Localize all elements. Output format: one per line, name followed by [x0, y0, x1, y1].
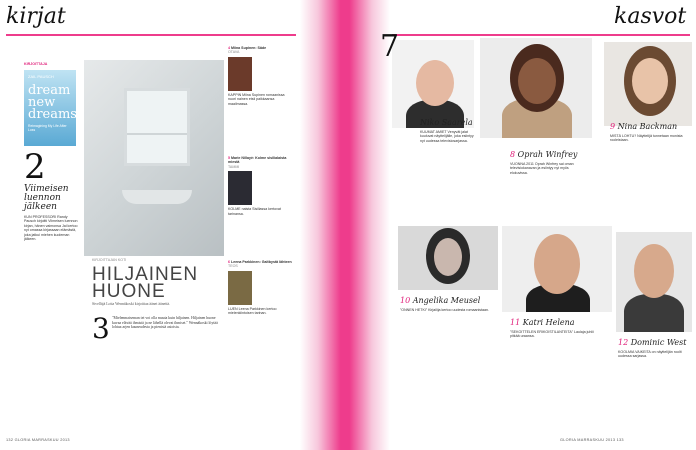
person-9-number: 9: [610, 122, 616, 131]
cover-title: dream new dreams: [28, 83, 77, 122]
feature-body-2: Wennäkoski löytää lohtua arjen kauneudesta ja pienistä asioista.: [112, 320, 218, 330]
person-8-body: VUONNA 2011 Oprah Winfrey sai oman televisiokanavan ja esiintyy nyt myös elokuvissa.: [510, 162, 574, 175]
portrait-oprah-winfrey: [480, 38, 592, 138]
cover-subtitle: Reimagining My Life After Loss: [28, 124, 67, 132]
book-4-cover: [228, 57, 252, 91]
portrait-katri-helena: [502, 226, 612, 312]
person-12-number: 12: [618, 338, 629, 347]
left-footer: 132 GLORIA MARRASKUU 2013: [6, 438, 70, 442]
portrait-nina-backman: [604, 42, 692, 126]
book-6-number: 6: [228, 260, 230, 264]
book2-body: KUN PROFESSORI Randy Pausch kirjoitti Viimeisen luennon kirjan, hänen vaimonsa Jai kertoo nyt omassa kirjassaan elämästä, joka jatkui miehen kuoleman jälkeen.: [24, 215, 78, 242]
section-word-kirjat: kirjat: [6, 4, 66, 29]
person-12-label: Dominic West: [630, 338, 687, 347]
person-11-name: [510, 318, 575, 327]
person-11-number: 11: [510, 318, 521, 327]
person-7-body: KUUMAT AMIET Venyvät jalat kuuluvat näyttelijälle, joka esiintyy nyt uudessa televisiosarjassa.: [420, 130, 474, 143]
book-6-title: Leena Parkkinen: Galtbystä lähteen: [231, 260, 292, 264]
book-5: [228, 156, 292, 253]
feature-standfirst: Sivelläjä Lotta Wennäkoski kirjoittaa äänet äänettä.: [92, 302, 171, 306]
person-10-name: [400, 296, 480, 305]
pink-gutter: [300, 0, 390, 450]
book-4-body: KAPPIN Miina Supinen romaanissa nuori nainen etsii paikkaansa maailmassa.: [228, 92, 285, 106]
book-4: [228, 46, 292, 149]
person-8-number: 8: [510, 150, 516, 159]
section-word-kasvot: kasvot: [614, 4, 687, 29]
right-footer: GLORIA MARRASKUU 2013 133: [560, 438, 624, 442]
book-6: [228, 260, 292, 417]
portrait-dominic-west: [616, 232, 692, 332]
book-4-title: Miina Supinen: Säde: [231, 46, 267, 50]
person-8-name: [510, 150, 577, 159]
person-10-number: 10: [400, 296, 411, 305]
book-4-publisher: OTAVA: [228, 50, 240, 55]
person-9-body: MISTÄ LOHTU? Näyttelijä tunnetaan monista rooleistaan.: [610, 134, 683, 143]
feature-title-line1: HILJAINEN: [92, 264, 199, 285]
book-4-number: 4: [228, 46, 230, 50]
book-5-title: Marie Nillayè: Kolme sisilialaista miestä: [228, 156, 287, 165]
person-12-name: [618, 338, 686, 347]
book-cover-dream: [24, 70, 76, 146]
person-7-number: 7: [380, 29, 400, 64]
person-12-body: KOOLMIA VAIKEITA on näyttelijän roolit uudessa sarjassa.: [618, 350, 682, 359]
book-5-number: 5: [228, 156, 230, 160]
person-9-name: [610, 122, 677, 131]
person-11-label: Katri Helena: [522, 318, 575, 327]
feature-title-line2: HUONE: [92, 281, 166, 302]
book-5-cover: [228, 171, 252, 205]
sink: [122, 190, 192, 204]
left-pink-rule: [6, 34, 296, 36]
book-5-publisher: TAMMI: [228, 164, 240, 169]
book-6-publisher: TEOS: [228, 264, 238, 269]
person-10-body: "ONNEN HETKI" Kirjailija kertoo uudesta romaanistaan.: [400, 308, 490, 312]
window: [124, 88, 190, 166]
photo-label: KIRJOITTAJAN KOTI: [92, 258, 127, 262]
book2-heading: Viimeisen luennon jälkeen: [24, 184, 69, 212]
book-number-2: 2: [24, 147, 46, 187]
book-6-body: LUEN Leena Parkkinen kertoo mielenkiintoisen tarinan.: [228, 306, 277, 316]
right-pink-rule: [392, 34, 690, 36]
portrait-angelika-meusel: [398, 226, 498, 290]
person-8-label: Oprah Winfrey: [517, 150, 578, 159]
person-7-name: Niko Saarela: [420, 118, 473, 127]
feature-body-1: "Mielenmaiseman tei voi olla muuta kuin hiljainen. Hiljainen huone kuvaa elävää ihmistä ja ne lähellä olevat ihmiset.": [112, 316, 216, 325]
person-10-label: Angelika Meusel: [412, 296, 481, 305]
portrait-niko-saarela: [392, 40, 474, 128]
quiet-room-photo: [84, 60, 224, 256]
book-6-cover: [228, 271, 252, 305]
person-11-body: "SEKOITTELEN ERIKOISTILANTEITA" Laulaja juhlii pitkää uraansa.: [510, 330, 594, 339]
feature-title: [92, 266, 198, 300]
book-5-body: KOLME naista Sisiliassa kertovat tarinansa.: [228, 207, 281, 216]
feature-dropcap: 3: [92, 312, 110, 345]
feature-body: [112, 316, 224, 426]
person-9-label: Nina Backman: [617, 122, 678, 131]
small-label: KIRJOITTAJA: [24, 62, 48, 66]
cover-author: ZAIL PAUSCH: [28, 74, 54, 79]
